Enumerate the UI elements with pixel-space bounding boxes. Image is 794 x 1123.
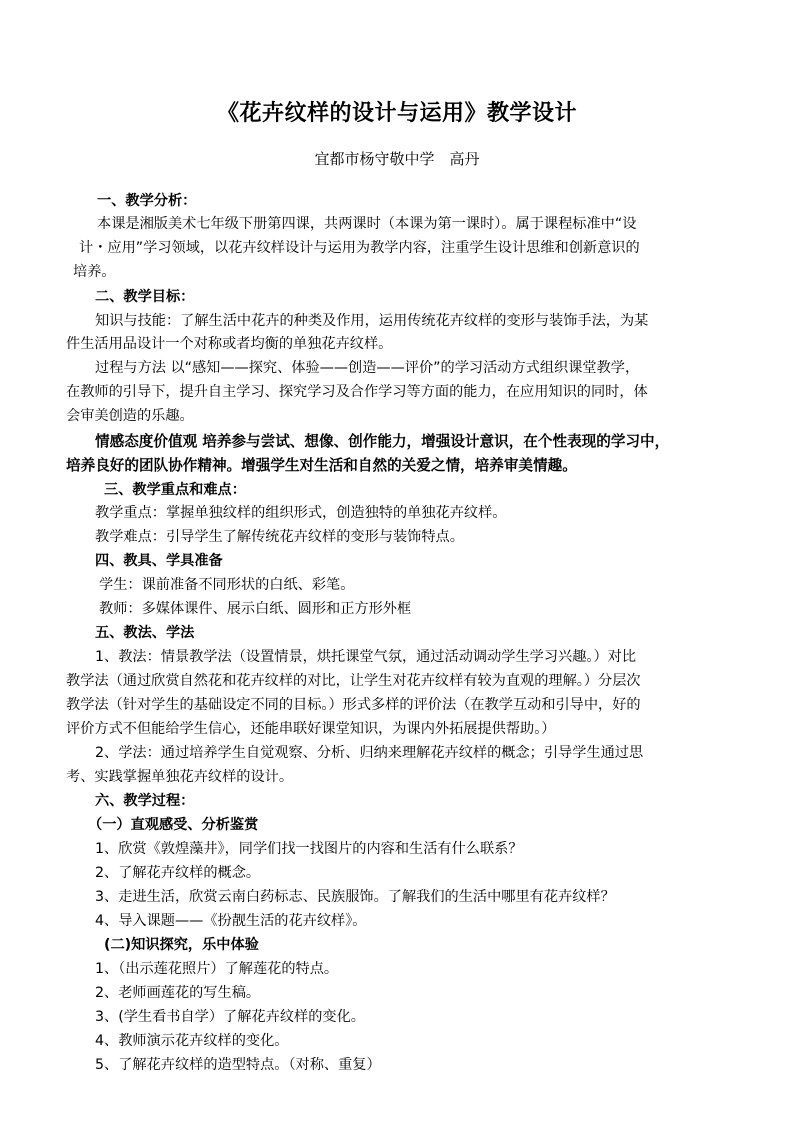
paragraph-line: 学生：课前准备不同形状的白纸、彩笔。: [99, 577, 355, 593]
paragraph-line: 评价方式不但能给学生信心，还能串联好课堂知识，为课内外拓展提供帮助。）: [66, 721, 556, 737]
list-item: 4、教师演示花卉纹样的变化。: [95, 1033, 289, 1049]
paragraph-line: 教学法（通过欣赏自然花和花卉纹样的对比，让学生对花卉纹样有较为直观的理解。）分层次: [66, 673, 641, 689]
section-heading: 四、教具、学具准备: [95, 553, 223, 569]
paragraph-line: 在教师的引导下，提升自主学习、探究学习及合作学习等方面的能力，在应用知识的同时，体: [66, 384, 648, 400]
paragraph-line: 2、学法：通过培养学生自觉观察、分析、归纳来理解花卉纹样的概念；引导学生通过思: [95, 745, 644, 761]
list-item: 1、欣赏《敦煌藻井》，同学们找一找图片的内容和生活有什么联系？: [95, 841, 523, 857]
paragraph-line-bold: 培养良好的团队协作精神。增强学生对生活和自然的关爱之情，培养审美情趣。: [66, 457, 577, 474]
paragraph-line: 知识与技能：了解生活中花卉的种类及作用，运用传统花卉纹样的变形与装饰手法，为某: [95, 313, 649, 329]
list-item: 2、老师画莲花的写生稿。: [95, 985, 261, 1001]
paragraph-line: 教学难点：引导学生了解传统花卉纹样的变形与装饰特点。: [95, 529, 464, 545]
list-item: 1、（出示莲花照片）了解莲花的特点。: [95, 961, 339, 977]
paragraph-line: 计・应用”学习领域，以花卉纹样设计与运用为教学内容，注重学生设计思维和创新意识的: [79, 240, 640, 256]
page-title: 《花卉纹样的设计与运用》教学设计: [216, 100, 577, 126]
list-item: 3、(学生看书自学）了解花卉纹样的变化。: [95, 1009, 365, 1025]
paragraph-line: 件生活用品设计一个对称或者均衡的单独花卉纹样。: [66, 336, 393, 352]
list-item: 4、导入课题——《扮靓生活的花卉纹样》。: [95, 913, 367, 929]
author-line: 宜都市杨守敬中学 高丹: [314, 150, 480, 168]
paragraph-line-bold: 情感态度价值观 培养参与尝试、想像、创作能力，增强设计意识，在个性表现的学习中，: [95, 433, 670, 450]
paragraph-line: 1、教法：情景教学法（设置情景，烘托课堂气氛，通过活动调动学生学习兴趣。）对比: [95, 649, 637, 665]
paragraph-line: 教师：多媒体课件、展示白纸、圆形和正方形外框: [99, 601, 412, 617]
paragraph-line: 教学法（针对学生的基础设定不同的目标。）形式多样的评价法（在教学互动和引导中，好的: [66, 697, 641, 713]
list-item: 2、了解花卉纹样的概念。: [95, 865, 261, 881]
section-heading: 二、教学目标：: [95, 289, 195, 305]
section-heading: 五、教法、学法: [95, 625, 195, 641]
paragraph-line: 过程与方法 以“感知——探究、体验——创造——评价”的学习活动方式组织课堂教学，: [95, 360, 640, 376]
list-item: 5、了解花卉纹样的造型特点。（对称、重复）: [95, 1057, 381, 1073]
subsection-heading: (二)知识探究，乐中体验: [104, 937, 259, 953]
subsection-heading: （一）直观感受、分析鉴赏: [88, 817, 259, 833]
section-heading: 一、教学分析：: [97, 193, 197, 209]
section-heading: 三、教学重点和难点：: [104, 482, 246, 498]
section-heading: 六、教学过程：: [95, 793, 195, 809]
paragraph-line: 考、实践掌握单独花卉纹样的设计。: [66, 769, 294, 785]
paragraph-line: 教学重点：掌握单独纹样的组织形式，创造独特的单独花卉纹样。: [95, 505, 507, 521]
list-item: 3、走进生活，欣赏云南白药标志、民族服饰。了解我们的生活中哪里有花卉纹样？: [95, 889, 615, 905]
paragraph-line: 培养。: [73, 264, 116, 280]
paragraph-line: 会审美创造的乐趣。: [66, 408, 194, 424]
paragraph-line: 本课是湘版美术七年级下册第四课，共两课时（本课为第一课时）。属于课程标准中“设: [97, 216, 637, 232]
